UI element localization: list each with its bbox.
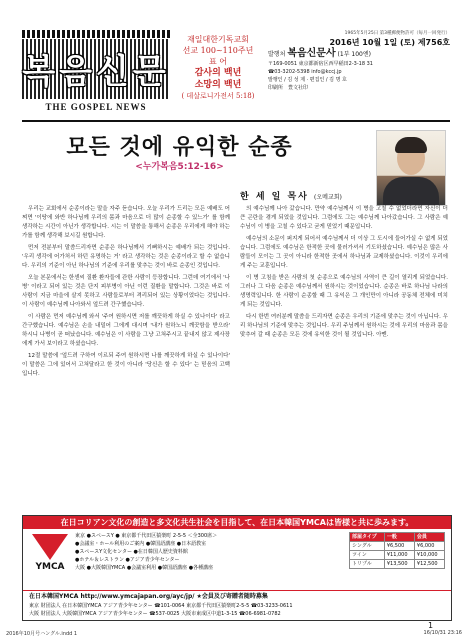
publication-info: [268, 30, 450, 116]
motto-line-2: 소망의 백년: [194, 80, 242, 90]
paragraph: 이 병 고침을 받은 사람의 첫 순종으로 예수님의 사역이 큰 길이 열리게 되었습니다. 그러나 그 다음 순종은 예수님께서 원하시는 것이었습니다. 순종은 바로 하나님 나라의 생명력입니다. 한 사람이 순종할 때 그 유익은 그 개인만이 아니라 공동체 전체에 미치게 되는 것입니다.: [240, 275, 448, 308]
table-cell: 会員: [414, 533, 444, 542]
paragraph: 우리는 교회에서 순종이라는 말을 자주 듣습니다. 오늘 우리가 드리는 모든 예배도 어찌면 '이땅에 와반 하나님께 우리의 몸과 마음으로 더 많이 순종할 수 있느가' 를 함께 생각하는 시간이 아닌가 생각합니다. 시는 이 말씀을 통해서 순종은 우리에게 해야 하는 가를 함께 생각해 보시길 원합니다.: [22, 206, 230, 239]
printer: 印刷所 豊文社印: [268, 85, 309, 91]
masthead: [22, 30, 170, 116]
ymca-logo-text: YMCA: [35, 562, 65, 572]
author-name: 한 세 일 목사: [240, 192, 309, 202]
motto-line-1: 감사의 백년: [194, 68, 242, 78]
room-price-table: [349, 532, 445, 569]
issue-date: 2016년 10월 1일 (토) 제756호: [329, 38, 450, 47]
motto-verse: ( 데살로니가전서 5:18): [181, 92, 255, 100]
masthead-title: 복음신문: [22, 52, 170, 92]
ad-contact-block: [23, 590, 451, 620]
author: [240, 189, 360, 202]
table-cell: ¥10,000: [414, 551, 444, 560]
ad-list-item: ●スペースY文化センター ●在日韓国人歴史資料館: [75, 549, 188, 555]
table-cell: ¥6,500: [384, 542, 414, 551]
ad-banner: 在日コリアン文化の創造と多文化共生社会を目指して、在日本韓国YMCAは皆様と共に歩みます。: [23, 516, 451, 529]
paragraph: 12절 말씀에 '엎드려 구하여 이르되 주여 원하시면 나를 깨끗하게 하실 수 있나이다' 이 말씀은 그에 있어서 고쳐달라고 한 것이 아니라 '당신은 할 수 있다' 는 믿음의 고백입니다.: [22, 353, 230, 377]
table-cell: ¥12,500: [414, 560, 444, 569]
ymca-advertisement: [22, 515, 452, 621]
paragraph: 예수님의 소문이 퍼지게 되어서 예수님께서 더 이상 그 도시에 들어가실 수 없게 되었습니다. 그럼에도 예수님은 한적한 곳에 물러가셔서 기도하셨습니다. 예수님은 많은 사람들이 모이는 그 곳이 아니라 한적한 곳에서 하나님과 교제하셨습니다. 이것이 우리에게 주는 교훈입니다.: [240, 236, 448, 269]
author-church: (오메교회): [314, 194, 342, 201]
masthead-subtitle: THE GOSPEL NEWS: [45, 102, 147, 112]
ad-list-item: ●ホテル＆レストラン ●アジア青少年センター: [75, 557, 180, 563]
photo-hair: [395, 137, 427, 153]
publisher-label: 발행처: [268, 51, 286, 58]
header: [22, 30, 450, 118]
table-cell: シングル: [350, 542, 385, 551]
motto-church: 재일대한기독교회: [187, 35, 249, 44]
article-title: 모든 것에 유익한 순종: [66, 135, 293, 160]
paragraph: 오늘 본문에서는 한센씨 질환 환자들에 관한 사람이 등장합니다. 그런데 여기에서 '나병' 이라고 되어 있는 것은 단지 피부병이 아닌 이런 질환을 말합니다. 그것은 바로 이 사람이 지금 마을에 살지 못하고 사람들로부터 격리되어 있는 상황이었다는 것입니다. 이 사람이 예수님께 나아와서 엎드려 간구했습니다.: [22, 275, 230, 308]
ad-service-list: [75, 532, 343, 572]
ad-tokyo-address: 東京 財団法人 在日本韓国YMCA アジア青少年センター ☎101-0064 東京都千代田区猿楽町2-5-5 ☎03-3233-0611: [29, 603, 293, 609]
table-cell: 一般: [384, 533, 414, 542]
motto-box: [174, 34, 262, 116]
postal-license: 1965年5月25日 第3種郵便物許可（毎月一回発行）: [344, 31, 450, 36]
body-column-right: [240, 205, 448, 555]
ymca-triangle-icon: [32, 534, 68, 560]
table-cell: ツイン: [350, 551, 385, 560]
ad-osaka-address: 大阪 財団法人 大阪韓国YMCA アジア青少年センター ☎537-0025 大阪市東成区中道1-3-15 ☎06-6981-0782: [29, 611, 281, 617]
print-footer: [6, 630, 462, 637]
table-header-row: [350, 533, 445, 542]
table-row: [350, 542, 445, 551]
ad-list-item: 東京 ●スペースY ● 東京都千代田区猿楽町 2-5-5 ＜全300席＞: [75, 533, 218, 539]
paragraph: 다시 한번 여러분께 말씀을 드리자면 순종은 우리의 기준에 맞추는 것이 아닙니다. 우리 하나님의 기준에 맞추는 것입니다. 우리 주님께서 원하시는 것에 우리의 마음과 몸을 맞추어 갈 때 순종은 모든 것에 유익한 것이 될 것입니다. 아멘.: [240, 314, 448, 338]
footer-filename: 2016年10月号ハングル.indd 1: [6, 631, 78, 637]
author-photo: [376, 130, 446, 206]
publisher-row: [268, 49, 450, 60]
motto-label: 표 어: [209, 57, 227, 66]
page-number: 1: [428, 621, 434, 630]
publisher-name: 복음신문사: [287, 48, 336, 59]
photo-body: [383, 177, 439, 206]
body-column-left: [22, 205, 230, 555]
address: 〒169-0051 東京都新宿区西早稲田2-3-18 31: [268, 61, 373, 67]
table-cell: トリプル: [350, 560, 385, 569]
price: (1부 100엔): [337, 51, 371, 58]
ad-website-line: 在日本韓国YMCA http://www.ymcajapan.org/ayc/jp/ ★会員及び寄贈者随時募集: [29, 593, 268, 600]
contact: ☎03-3202-5398 info@kccj.jp: [268, 69, 342, 75]
ymca-logo: [29, 534, 71, 578]
masthead-stripe: [22, 30, 170, 38]
footer-timestamp: 16/10/31 23:16: [423, 630, 462, 636]
ad-list-item: 大阪 ●大阪韓国YMCA ●会議室利用 ●韓国語講座 ●各種講座: [75, 565, 214, 571]
table-cell: ¥11,000: [384, 551, 414, 560]
table-row: [350, 551, 445, 560]
table-cell: 部屋タイプ: [350, 533, 385, 542]
ad-list-item: ●会議室・ホール利用のご案内 ●韓国語講座 ●日本語教室: [75, 541, 207, 547]
editor: 발행인 / 김 성 제 · 편집인 / 김 명 호: [268, 77, 347, 83]
table-cell: ¥13,500: [384, 560, 414, 569]
table-row: [350, 560, 445, 569]
motto-anniversary: 선교 100~110주년: [182, 46, 254, 55]
paragraph: 이 사람은 먼저 예수님께 와서 '주여 원하시면 저를 깨끗하게 하실 수 있나이다' 라고 간구했습니다. 예수님은 손을 내밀어 그에게 대시며 '내가 원하노니 깨끗함을 받으라' 하시니 나병이 곧 떠났습니다. 예수님은 이 사람을 그냥 고쳐주시고 끝내지 않고 제사장에게 가서 보이라고 하셨습니다.: [22, 314, 230, 347]
scripture-reference: <누가복음5:12-16>: [135, 162, 224, 172]
table-cell: ¥6,000: [414, 542, 444, 551]
paragraph: 의 예수님께 나아 갔습니다. 만약 예수님께서 이 병을 고칠 수 없었더라면 자신이 더 큰 곤란을 겪게 되었을 것입니다. 그럼에도 그는 예수님께 나아갔습니다. 그 사람은 예수님이 이 병을 고칠 수 있다고 굳게 믿었기 때문입니다.: [240, 206, 448, 230]
header-divider: [22, 120, 450, 122]
paragraph: 먼저 전분부터 말씀드리자면 순종은 하나님께서 기뻐하시는 예배가 되는 것입니다. '우리 생각에 어가처서 하던 유명하는 거' 라고 생각하는 것은 순종이라고 할 수 없습니다. 우리의 기준이 아닌 하나님의 기준에 우리를 맞추는 것이 바로 순종인 것입니다.: [22, 245, 230, 269]
